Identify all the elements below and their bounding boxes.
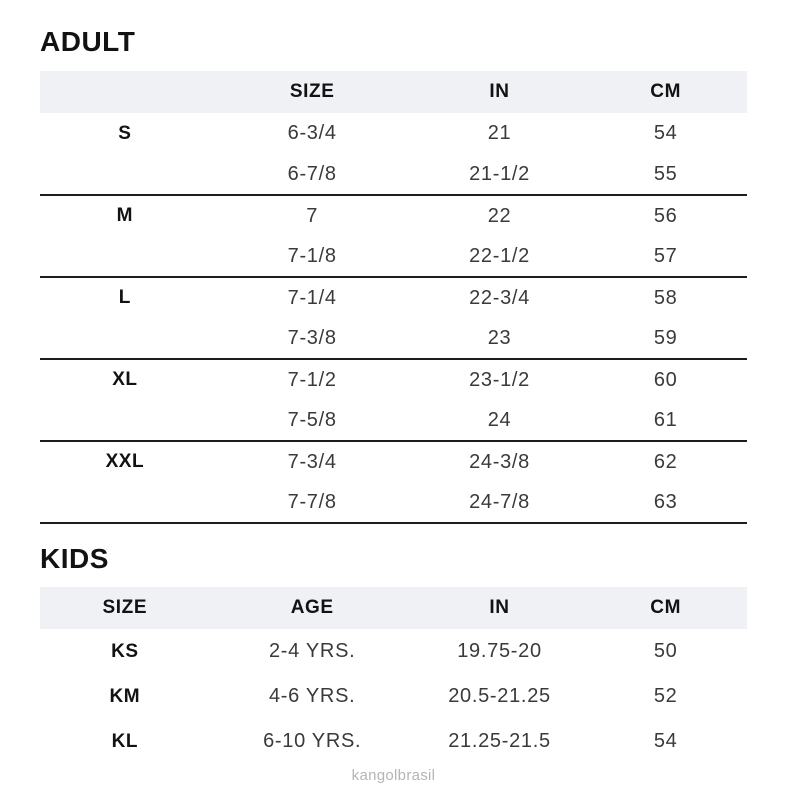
size-group-label-blank: [40, 318, 210, 359]
size-group-label-blank: [40, 236, 210, 277]
age-value-cell: 6-10 YRS.: [263, 730, 362, 752]
size-value-cell: 7-5/8: [287, 408, 337, 431]
column-header-cm: CM: [584, 71, 747, 113]
column-header-age: AGE: [210, 587, 415, 629]
size-group-label: S: [118, 122, 132, 144]
cm-value-cell: 54: [653, 122, 678, 144]
column-header-in: IN: [415, 587, 585, 629]
size-value-cell: 7-3/8: [287, 326, 337, 349]
cm-value-cell: 54: [653, 730, 678, 752]
in-value-cell: 20.5-21.25: [448, 685, 551, 707]
size-group-label: XXL: [105, 451, 145, 472]
column-header-cm: CM: [584, 587, 747, 629]
size-group-label: L: [118, 287, 131, 308]
cm-value-cell: 50: [653, 640, 678, 662]
in-value-cell: 21: [487, 122, 512, 144]
size-group-label-blank: [40, 400, 210, 441]
column-header-in: IN: [415, 71, 585, 113]
table-row: [40, 719, 747, 764]
kids-size-table: [40, 587, 747, 764]
adult-size-group-s: [40, 113, 747, 195]
table-row: [40, 629, 747, 674]
in-value-cell: 23: [487, 326, 512, 349]
table-row: [40, 400, 747, 441]
in-value-cell: 22-1/2: [469, 244, 530, 267]
header-row: [40, 587, 747, 629]
kids-size-label: KL: [111, 730, 138, 752]
size-value-cell: 7-1/4: [287, 286, 337, 309]
cm-value-cell: 59: [653, 326, 678, 349]
column-header-size: SIZE: [40, 587, 210, 629]
cm-value-cell: 57: [653, 244, 678, 267]
adult-table-header: [40, 71, 747, 113]
adult-size-group-l: [40, 277, 747, 359]
in-value-cell: 21.25-21.5: [448, 730, 551, 752]
table-row: [40, 318, 747, 359]
adult-section-title: ADULT: [40, 26, 136, 57]
adult-size-group-xxl: [40, 441, 747, 523]
table-row: [40, 277, 747, 318]
table-row: [40, 674, 747, 719]
size-value-cell: 6-7/8: [287, 162, 337, 185]
age-value-cell: 2-4 YRS.: [268, 640, 356, 662]
in-value-cell: 21-1/2: [469, 162, 530, 185]
in-value-cell: 22: [487, 204, 512, 227]
table-row: [40, 359, 747, 400]
cm-value-cell: 60: [653, 368, 678, 391]
kids-table-body: [40, 629, 747, 764]
adult-size-group-m: [40, 195, 747, 277]
table-row: [40, 154, 747, 195]
kids-section-title: KIDS: [40, 543, 109, 574]
cm-value-cell: 56: [653, 204, 678, 227]
table-row: [40, 482, 747, 523]
size-value-cell: 7-1/2: [287, 368, 337, 391]
adult-size-table: [40, 71, 747, 524]
adult-size-group-xl: [40, 359, 747, 441]
in-value-cell: 24: [487, 408, 512, 431]
in-value-cell: 24-3/8: [469, 450, 530, 473]
in-value-cell: 19.75-20: [457, 640, 542, 662]
size-group-label-blank: [40, 482, 210, 523]
cm-value-cell: 58: [653, 286, 678, 309]
kids-table-header: [40, 587, 747, 629]
size-value-cell: 7-1/8: [287, 244, 337, 267]
cm-value-cell: 61: [653, 408, 678, 431]
column-header-size: SIZE: [210, 71, 415, 113]
column-header-blank: [40, 71, 210, 113]
table-row: [40, 441, 747, 482]
in-value-cell: 23-1/2: [469, 368, 530, 391]
size-group-label: M: [116, 205, 133, 226]
watermark-text: kangolbrasil: [351, 767, 436, 784]
age-value-cell: 4-6 YRS.: [268, 685, 356, 707]
cm-value-cell: 55: [653, 162, 678, 185]
in-value-cell: 22-3/4: [469, 286, 530, 309]
cm-value-cell: 52: [653, 685, 678, 707]
header-row: [40, 71, 747, 113]
size-value-cell: 7-7/8: [287, 490, 337, 513]
kids-size-label: KM: [109, 685, 141, 707]
kids-size-label: KS: [111, 640, 139, 662]
table-row: [40, 236, 747, 277]
table-row: [40, 113, 747, 154]
size-group-label-blank: [40, 154, 210, 195]
size-value-cell: 7: [306, 204, 319, 227]
cm-value-cell: 63: [653, 490, 678, 513]
size-group-label: XL: [112, 369, 138, 390]
table-row: [40, 195, 747, 236]
size-value-cell: 7-3/4: [287, 450, 337, 473]
size-value-cell: 6-3/4: [287, 122, 337, 144]
cm-value-cell: 62: [653, 450, 678, 473]
in-value-cell: 24-7/8: [469, 490, 530, 513]
